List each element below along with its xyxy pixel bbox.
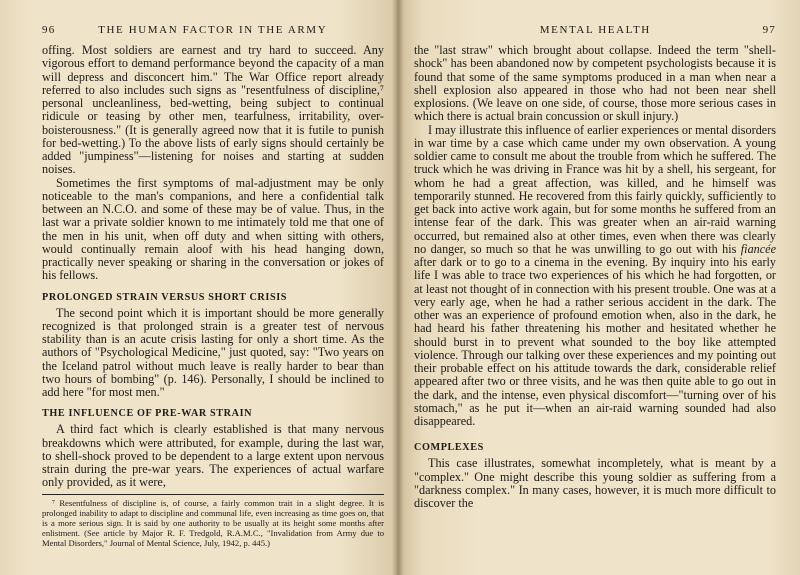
right-paragraph-2-part-1: I may illustrate this influence of earlier experiences or mental disorders in war time by a case which came under my own observation. A young soldier came to consult me about the trouble from which he suffered. The truck which he was driving in France was hit by a shell, his sergeant, for whom he had a great affection, was killed, and he himself was temporarily stunned. He recovered from this fairly quickly, sufficiently to get back into active work again, but for some months he suffered from an intense fear of the dark. This was greater when an air-raid warning occurred, but remained also at other times, even when there was clearly no danger, so much so that he was unwilling to go out with his (414, 122, 776, 256)
section-heading-prolonged-strain: PROLONGED STRAIN VERSUS SHORT CRISIS (42, 291, 288, 303)
right-paragraph-2 (414, 124, 776, 429)
left-running-title: THE HUMAN FACTOR IN THE ARMY (98, 24, 328, 36)
right-page-number: 97 (762, 24, 776, 36)
right-paragraph-1: the "last straw" which brought about collapse. Indeed the term "shell-shock" has been abandoned now by competent psychologists because it is found that some of the same symptoms produced in a man when near a shell explosion also appeared in those who had not been near shell explosions. (We leave on one side, of course, those more serious cases in which there is actual brain concussion or skull injury.) (414, 43, 776, 124)
section-heading-pre-war-strain: THE INFLUENCE OF PRE-WAR STRAIN (42, 408, 253, 420)
right-page (398, 0, 800, 575)
right-running-head (414, 24, 776, 38)
left-paragraph-4: A third fact which is clearly established is that many nervous breakdowns which were attributed, for example, during the last war, to shell-shock proved to be dependent to a large extent upon nervous strain during the pre-war years. The experiences of actual warfare only provided, as it were, (42, 422, 384, 490)
footnote-7: ⁷ Resentfulness of discipline is, of course, a fairly common trait in a slight degree. It is prolonged inability to adapt to discipline and communal life, even increasing as time goes on, that is a more serious sign. It is said by one authority to be usually at its height some months after enlistment. (See article by Major R. F. Tredgold, R.A.M.C., "Invalidation from Army due to Mental Disorders," Journal of Mental Science, July, 1942, p. 445.) (42, 497, 384, 548)
left-paragraph-2: Sometimes the first symptoms of mal-adjustment may be only noticeable to the man's companions, and here a confidential talk between an N.C.O. and some of these may be of value. Thus, in the last war a private soldier known to me intimately told me that one of the men in his unit, when off duty and when sitting with others, would continually remain aloof with his head hanging down, practically never speaking or sharing in the conversation or jokes of his fellows. (42, 175, 384, 283)
footnote-divider (42, 494, 384, 495)
left-paragraph-3: The second point which it is important should be more generally recognized is that prolonged strain is a greater test of nervous stability than is an acute crisis lasting for only a short time. As the authors of "Psychological Medicine," just quoted, say: "Two years on the Iceland patrol without much leave is really harder to bear than two hours of bombing" (p. 146). Personally, I should be inclined to add here "for most men." (42, 305, 384, 399)
right-paragraph-2-part-2: after dark or to go to a cinema in the evening. By inquiry into his early life I was able to trace two experiences of his which he had forgotten, or at least not thought of in connection with his present trouble. One was at a very early age, when he had a rather serious accident in the dark. The other was an experience of profound emotion when, also in the dark, he had heard his father threatening his mother and hesitated whether he should burst in to prevent what sounded to the boy like attempted violence. Through our talking over these experiences and my pointing out their probable effect on his attitude towards the dark, considerable relief appeared after two or three visits, and he was then quite able to go out in the dark, and the intense, even physical discomfort—"turning over of his stomach," as he put it—when an air-raid warning sounded had also disappeared. (414, 255, 776, 428)
fiancee-italic: fiancée (740, 241, 776, 256)
left-page-number: 96 (42, 24, 56, 36)
right-running-title: MENTAL HEALTH (539, 24, 651, 36)
section-heading-complexes: COMPLEXES (414, 442, 484, 454)
left-paragraph-1: offing. Most soldiers are earnest and try hard to succeed. Any vigorous effort to demand performance beyond the capacity of a man will depress and disconcert him." The War Office report already referred to also includes such signs as "resentfulness of discipline,⁷ personal uncleanliness, bed-wetting, being subject to continual ridicule or teasing by other men, tearfulness, irritability, over-boisterousness." (It is generally agreed now that it is futile to punish for bed-wetting.) To the above lists of early signs should certainly be added "jumpiness"—listening for noises and starting at sudden noises. (42, 43, 384, 177)
left-running-head (42, 24, 384, 38)
left-page (0, 0, 398, 575)
right-paragraph-3: This case illustrates, somewhat incompletely, what is meant by a "complex." One might describe this young soldier as suffering from a "darkness complex." In many cases, however, it is much more difficult to discover the (414, 456, 776, 510)
